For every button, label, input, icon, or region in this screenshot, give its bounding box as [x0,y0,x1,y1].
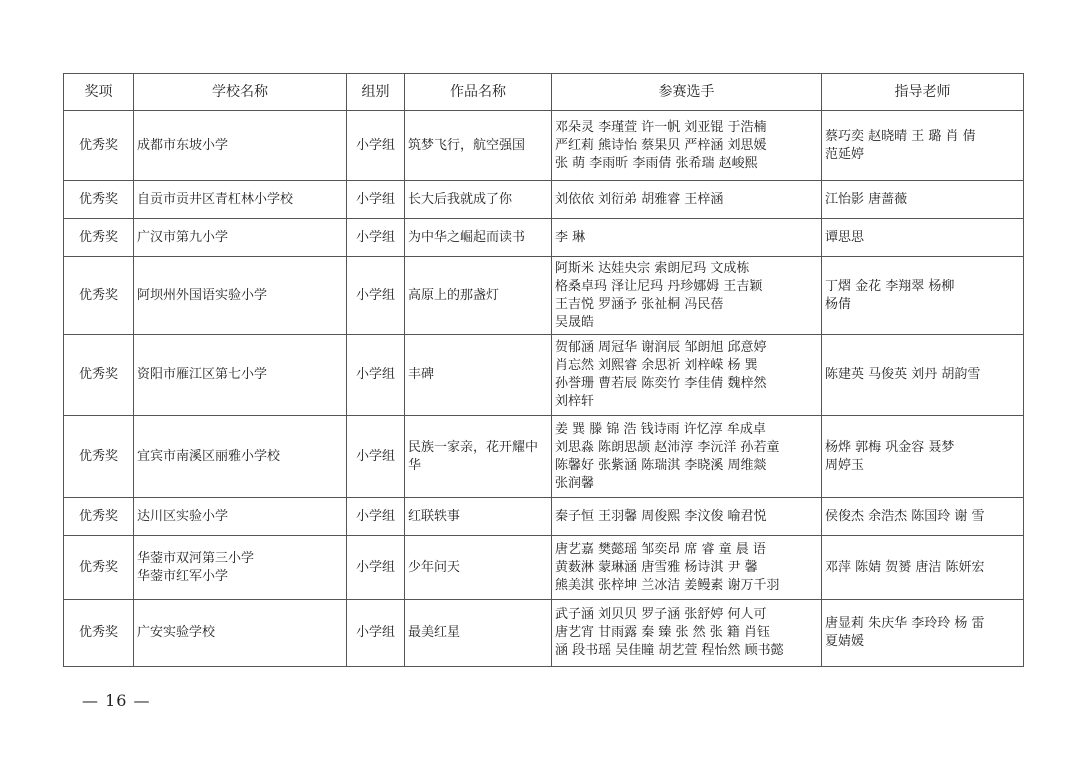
work-title-cell: 少年问天 [405,536,552,600]
table-row [64,219,1024,257]
table-row [64,335,1024,416]
students-line: 严红莉 熊诗怡 蔡果贝 严梓涵 刘思媛 [555,137,767,153]
group-cell: 小学组 [347,600,405,667]
table-body [64,111,1024,667]
students-line: 邓朵灵 李瑾萱 许一帆 刘亚锟 于浩楠 [555,119,767,135]
school-name: 宜宾市南溪区丽雅小学校 [137,448,281,464]
table-row [64,498,1024,536]
work-title-cell: 红联轶事 [405,498,552,536]
students-line: 秦子恒 王羽馨 周俊熙 李汶俊 喻君悦 [555,508,767,524]
students-line: 格桑卓玛 泽让尼玛 丹珍娜姆 王吉颖 [555,278,763,294]
group-cell: 小学组 [347,257,405,335]
students-line: 陈馨好 张紫涵 陈瑞淇 李晓溪 周维燚 [555,457,767,473]
award-cell: 优秀奖 [64,257,134,335]
students-cell [552,416,822,498]
students-line: 张润馨 [555,475,595,491]
teachers-cell [822,416,1024,498]
award-cell: 优秀奖 [64,498,134,536]
teachers-line: 蔡巧奕 赵晓晴 王 璐 肖 倩 [825,128,976,144]
school-name: 华蓥市红军小学 [137,568,229,584]
students-line: 肖忘然 刘熙睿 余思祈 刘梓嵘 杨 巽 [555,358,758,373]
teachers-cell [822,219,1024,257]
table-row [64,416,1024,498]
table-row [64,536,1024,600]
students-line: 唐艺嘉 樊懿瑶 邹奕昂 席 睿 童 晨 语 [555,541,766,557]
group-cell: 小学组 [347,111,405,181]
students-cell [552,257,822,335]
work-title-cell: 丰碑 [405,335,552,416]
school-cell [134,600,347,667]
school-cell [134,498,347,536]
header-students: 参赛选手 [552,74,822,111]
teachers-line: 侯俊杰 余浩杰 陈国玲 谢 雪 [825,508,985,524]
header-group: 组别 [347,74,405,111]
students-line: 唐艺宵 甘雨露 秦 臻 张 然 张 籍 肖钰 [555,625,771,640]
students-line: 刘依依 刘衍弟 胡雅睿 王梓涵 [555,191,724,207]
work-title-cell: 长大后我就成了你 [405,181,552,219]
award-table [63,73,1024,667]
group-cell: 小学组 [347,335,405,416]
header-work: 作品名称 [405,74,552,111]
teachers-line: 夏婧媛 [825,634,865,649]
award-cell: 优秀奖 [64,219,134,257]
school-name: 成都市东坡小学 [137,137,229,153]
students-line: 阿斯米 达娃央宗 索朗尼玛 文成栋 [555,260,750,276]
students-cell [552,219,822,257]
school-name: 达川区实验小学 [137,508,229,524]
students-line: 涵 段书瑶 吴佳瞳 胡艺萱 程怡然 顾书懿 [555,643,784,658]
school-name: 华蓥市双河第三小学 [137,550,255,566]
award-cell: 优秀奖 [64,536,134,600]
teachers-line: 丁熠 金花 李翔翠 杨柳 [825,278,955,294]
table-row [64,600,1024,667]
students-cell [552,335,822,416]
school-cell [134,181,347,219]
group-cell: 小学组 [347,181,405,219]
award-cell: 优秀奖 [64,111,134,181]
teachers-cell [822,335,1024,416]
students-cell [552,536,822,600]
school-cell [134,257,347,335]
work-title-cell: 最美红星 [405,600,552,667]
work-title-cell: 高原上的那盏灯 [405,257,552,335]
teachers-cell [822,498,1024,536]
teachers-line: 邓萍 陈婧 贺赟 唐洁 陈妍宏 [825,559,985,575]
students-cell [552,498,822,536]
award-cell: 优秀奖 [64,416,134,498]
students-line: 熊美淇 张梓坤 兰冰洁 姜鳗素 谢万千羽 [555,577,780,593]
school-name: 资阳市雁江区第七小学 [137,367,268,382]
teachers-line: 陈建英 马俊英 刘丹 胡韵雪 [825,367,981,382]
table-row [64,181,1024,219]
award-list-sheet [63,73,1023,667]
school-name: 自贡市贡井区青杠林小学校 [137,191,294,207]
students-line: 姜 巽 滕 锦 浩 钱诗雨 许忆淳 牟成卓 [555,421,766,437]
school-cell [134,335,347,416]
school-cell [134,416,347,498]
group-cell: 小学组 [347,219,405,257]
teachers-line: 江怡影 唐蔷薇 [825,191,908,207]
students-cell [552,600,822,667]
group-cell: 小学组 [347,498,405,536]
teachers-line: 杨倩 [825,296,852,312]
students-line: 孙誉珊 曹若辰 陈奕竹 李佳倩 魏梓然 [555,376,767,391]
table-header-row [64,74,1024,111]
table-row [64,257,1024,335]
students-line: 吴晟皓 [555,314,595,330]
teachers-cell [822,181,1024,219]
school-cell [134,536,347,600]
students-line: 张 萌 李雨昕 李雨倩 张希瑞 赵峻熙 [555,155,758,171]
header-teachers: 指导老师 [822,74,1024,111]
school-cell [134,219,347,257]
teachers-cell [822,536,1024,600]
teachers-cell [822,111,1024,181]
teachers-cell [822,600,1024,667]
work-title-cell: 筑梦飞行，航空强国 [405,111,552,181]
students-line: 黄薮淋 蒙琳涵 唐雪雅 杨诗淇 尹 馨 [555,559,758,575]
students-line: 王吉悦 罗涵予 张祉桐 冯民蓓 [555,296,724,312]
work-title-cell: 民族一家亲，花开耀中华 [405,416,552,498]
students-line: 刘梓轩 [555,394,595,409]
header-school: 学校名称 [134,74,347,111]
students-line: 贺郁涵 周冠华 谢润辰 邹朗旭 邱意婷 [555,340,767,355]
students-line: 刘思淼 陈朗思颉 赵沛淳 李沅洋 孙若童 [555,439,780,455]
students-line: 李 琳 [555,229,586,245]
students-line: 武子涵 刘贝贝 罗子涵 张舒婷 何人可 [555,607,767,622]
work-title-cell: 为中华之崛起而读书 [405,219,552,257]
teachers-line: 谭思思 [825,229,865,245]
students-cell [552,181,822,219]
students-cell [552,111,822,181]
teachers-line: 杨烨 郭梅 巩金容 聂梦 [825,439,955,455]
award-cell: 优秀奖 [64,335,134,416]
page-number: — 16 — [82,691,151,710]
award-cell: 优秀奖 [64,600,134,667]
school-cell [134,111,347,181]
award-cell: 优秀奖 [64,181,134,219]
teachers-line: 范延婷 [825,146,865,162]
group-cell: 小学组 [347,416,405,498]
teachers-cell [822,257,1024,335]
table-row [64,111,1024,181]
teachers-line: 周婷玉 [825,457,865,473]
header-award: 奖项 [64,74,134,111]
teachers-line: 唐显莉 朱庆华 李玲玲 杨 雷 [825,616,985,631]
school-name: 阿坝州外国语实验小学 [137,287,268,303]
group-cell: 小学组 [347,536,405,600]
school-name: 广汉市第九小学 [137,229,229,245]
school-name: 广安实验学校 [137,625,216,640]
